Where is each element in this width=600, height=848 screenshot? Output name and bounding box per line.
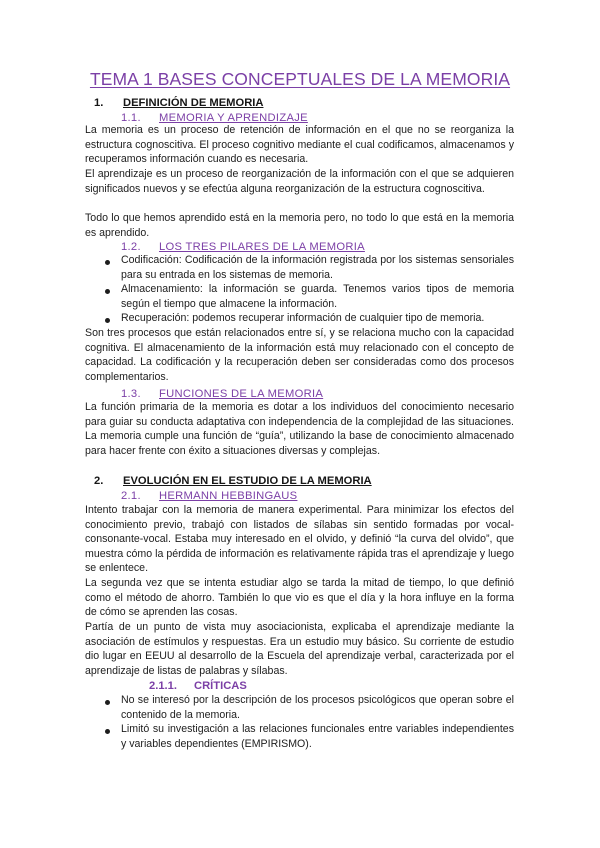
list-item-text: Recuperación: podemos recuperar información de cualquier tipo de memoria.	[121, 312, 485, 324]
list-item-text: Codificación: Codificación de la información registrada por los sistemas sensoriales para su entrada en los sistemas de memoria.	[121, 254, 514, 281]
subsection-title: LOS TRES PILARES DE LA MEMORIA	[159, 241, 365, 253]
paragraph: Todo lo que hemos aprendido está en la memoria pero, no todo lo que está en la memoria es aprendido.	[85, 212, 514, 239]
paragraph: La memoria es un proceso de retención de información en el que no se reorganiza la estructura cognoscitiva. El proceso cognitivo mediante el cual codificamos, almacenamos y recuperamos información cuando es necesaria.	[85, 124, 514, 166]
subsection-title: HERMANN HEBBINGAUS	[159, 490, 298, 502]
list-item-text: Limitó su investigación a las relaciones funcionales entre variables independientes y variables dependientes (EMPIRISMO).	[121, 723, 514, 750]
bullet-icon	[105, 289, 110, 294]
subsubsection-number: 2.1.1.	[149, 680, 177, 692]
list-item-text: Almacenamiento: la información se guarda. Tenemos varios tipos de memoria según el tiempo que almacene la información.	[121, 283, 514, 310]
bullet-icon	[105, 318, 110, 323]
paragraph: Partía de un punto de vista muy asociacionista, explicaba el aprendizaje mediante la asociación de estímulos y respuestas. Era un estudio muy básico. Su corriente de estudio dio lugar en EEUU al desarrollo de la Escuela del aprendizaje verbal, caracterizada por el aprendizaje de listas de palabras y sílabas.	[85, 621, 514, 677]
paragraph: La función primaria de la memoria es dotar a los individuos del conocimiento necesario para guiar su conducta adaptativa con independencia de la complejidad de las situaciones. La memoria cumple una función de “guía”, utilizando la base de conocimiento almacenado para hacer frente con éxito a situaciones diversas y complejas.	[85, 401, 514, 457]
subsection-title: FUNCIONES DE LA MEMORIA	[159, 388, 324, 400]
subsection-number: 1.3.	[121, 388, 141, 400]
subsection-title: MEMORIA Y APRENDIZAJE	[159, 112, 308, 124]
section-title: EVOLUCIÓN EN EL ESTUDIO DE LA MEMORIA	[123, 475, 372, 487]
section-number: 2.	[94, 475, 104, 487]
bullet-icon	[105, 260, 110, 265]
document-title: TEMA 1 BASES CONCEPTUALES DE LA MEMORIA	[89, 69, 511, 89]
bullet-icon	[105, 700, 110, 705]
paragraph: Intento trabajar con la memoria de manera experimental. Para minimizar los efectos del conocimiento previo, trabajó con listados de sílabas sin sentido formadas por vocal-consonante-vocal. Estaba muy interesado en el olvido, y definió “la curva del olvido”, que muestra cómo la pérdida de información es relativamente rápida tras el aprendizaje y luego se enlentece.	[85, 504, 514, 575]
subsection-number: 2.1.	[121, 490, 141, 502]
subsection-number: 1.2.	[121, 241, 141, 253]
paragraph: Son tres procesos que están relacionados entre sí, y se relaciona mucho con la capacidad cognitiva. El almacenamiento de la información está muy relacionado con el concepto de capacidad. La codificación y la recuperación deben ser consideradas como dos procesos complementarios.	[85, 327, 514, 383]
section-number: 1.	[94, 97, 104, 109]
list-item-text: No se interesó por la descripción de los procesos psicológicos que operan sobre el contenido de la memoria.	[121, 694, 514, 721]
bullet-icon	[105, 729, 110, 734]
paragraph: El aprendizaje es un proceso de reorganización de la información con el que se adquieren significados nuevos y se efectúa alguna reorganización de la estructura cognoscitiva.	[85, 168, 514, 195]
section-title: DEFINICIÓN DE MEMORIA	[123, 97, 264, 109]
subsubsection-title: CRÍTICAS	[194, 680, 247, 692]
paragraph: La segunda vez que se intenta estudiar algo se tarda la mitad de tiempo, lo que definió como el método de ahorro. También lo que vio es que el día y la hora influye en la forma de cómo se aprenden las cosas.	[85, 577, 514, 619]
subsection-number: 1.1.	[121, 112, 141, 124]
